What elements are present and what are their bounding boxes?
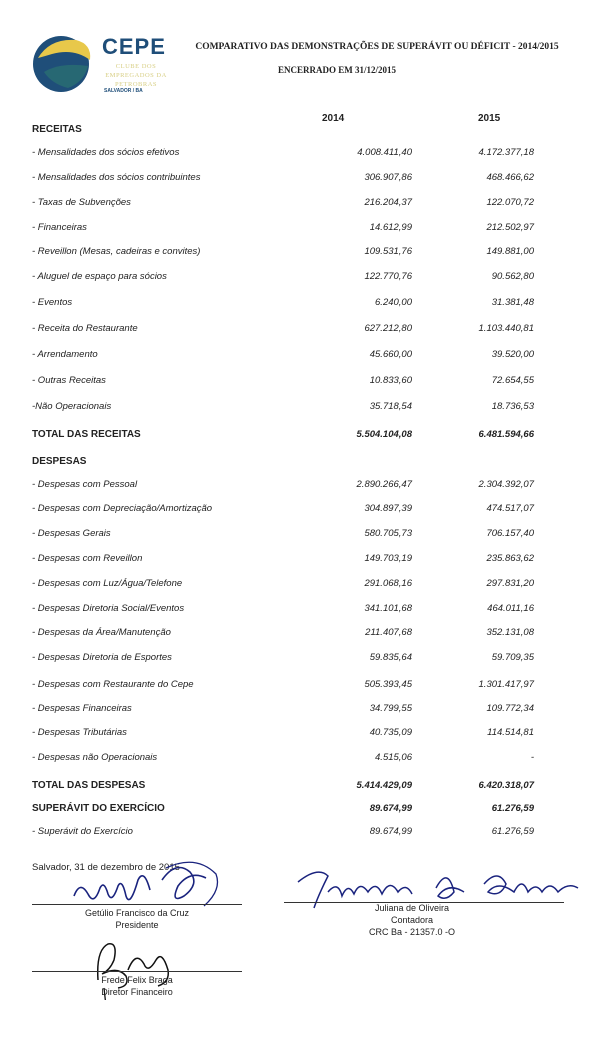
table-row: - Despesas Financeiras 34.799,55 109.772,34 (32, 703, 534, 714)
table-row: - Mensalidades dos sócios contribuintes 306.907,86 468.466,62 (32, 172, 534, 183)
table-row: - Outras Receitas 10.833,60 72.654,55 (32, 375, 534, 386)
table-row: - Despesas com Restaurante do Cepe 505.393,45 1.301.417,97 (32, 679, 534, 690)
table-row: - Receita do Restaurante 627.212,80 1.103.440,81 (32, 323, 534, 334)
table-row: - Despesas Gerais 580.705,73 706.157,40 (32, 528, 534, 539)
table-row: - Despesas com Luz/Água/Telefone 291.068,16 297.831,20 (32, 578, 534, 589)
table-row: - Despesas Diretoria de Esportes 59.835,64 59.709,35 (32, 652, 534, 663)
total-receitas-row: TOTAL DAS RECEITAS 5.504.104,08 6.481.594,66 (32, 429, 534, 440)
cepe-logo (30, 32, 170, 100)
table-row: -Não Operacionais 35.718,54 18.736,53 (32, 401, 534, 412)
year-column-2014: 2014 (322, 113, 345, 124)
superavit-row: - Superávit do Exercício 89.674,99 61.276,59 (32, 826, 534, 837)
brand-city: SALVADOR / BA (104, 88, 143, 94)
table-row: - Despesas Tributárias 40.735,09 114.514,81 (32, 727, 534, 738)
accountant-signatory: Juliana de Oliveira Contadora CRC Ba - 21357.0 -O (368, 903, 456, 937)
president-signatory: Getúlio Francisco da Cruz Presidente (84, 908, 190, 930)
superavit-heading-row: SUPERÁVIT DO EXERCÍCIO 89.674,99 61.276,59 (32, 803, 534, 814)
director-signature-line (32, 971, 242, 972)
table-row: - Arrendamento 45.660,00 39.520,00 (32, 349, 534, 360)
president-signature-line (32, 904, 242, 905)
document-subtitle: ENCERRADO EM 31/12/2015 (277, 65, 396, 75)
table-row: - Aluguel de espaço para sócios 122.770,76 90.562,80 (32, 271, 534, 282)
document-title: COMPARATIVO DAS DEMONSTRAÇÕES DE SUPERÁVIT OU DÉFICIT - 2014/2015 (195, 42, 559, 52)
table-row: - Despesas com Depreciação/Amortização 304.897,39 474.517,07 (32, 503, 534, 514)
brand-name: CEPE (102, 34, 166, 59)
total-despesas-row: TOTAL DAS DESPESAS 5.414.429,09 6.420.318,07 (32, 780, 534, 791)
table-row: - Despesas com Reveillon 149.703,19 235.863,62 (32, 553, 534, 564)
table-row: - Reveillon (Mesas, cadeiras e convites) 109.531,76 149.881,00 (32, 246, 534, 257)
table-row: - Despesas da Área/Manutenção 211.407,68 352.131,08 (32, 627, 534, 638)
brand-subtitle: CLUBE DOS EMPREGADOS DA PETROBRAS (105, 63, 167, 88)
table-row: - Mensalidades dos sócios efetivos 4.008.411,40 4.172.377,18 (32, 147, 534, 158)
place-date: Salvador, 31 de dezembro de 2015 (32, 862, 180, 873)
table-row: - Despesas Diretoria Social/Eventos 341.101,68 464.011,16 (32, 603, 534, 614)
despesas-heading: DESPESAS (32, 456, 87, 467)
receitas-heading: RECEITAS (32, 124, 82, 135)
table-row: - Despesas não Operacionais 4.515,06 - (32, 752, 534, 763)
table-row: - Despesas com Pessoal 2.890.266,47 2.304.392,07 (32, 479, 534, 490)
table-row: - Eventos 6.240,00 31.381,48 (32, 297, 534, 308)
table-row: - Taxas de Subvenções 216.204,37 122.070,72 (32, 197, 534, 208)
logo-emblem-icon (30, 32, 98, 94)
year-column-2015: 2015 (478, 113, 501, 124)
table-row: - Financeiras 14.612,99 212.502,97 (32, 222, 534, 233)
director-signatory: Frede Felix Braga Diretor Financeiro (101, 975, 173, 997)
